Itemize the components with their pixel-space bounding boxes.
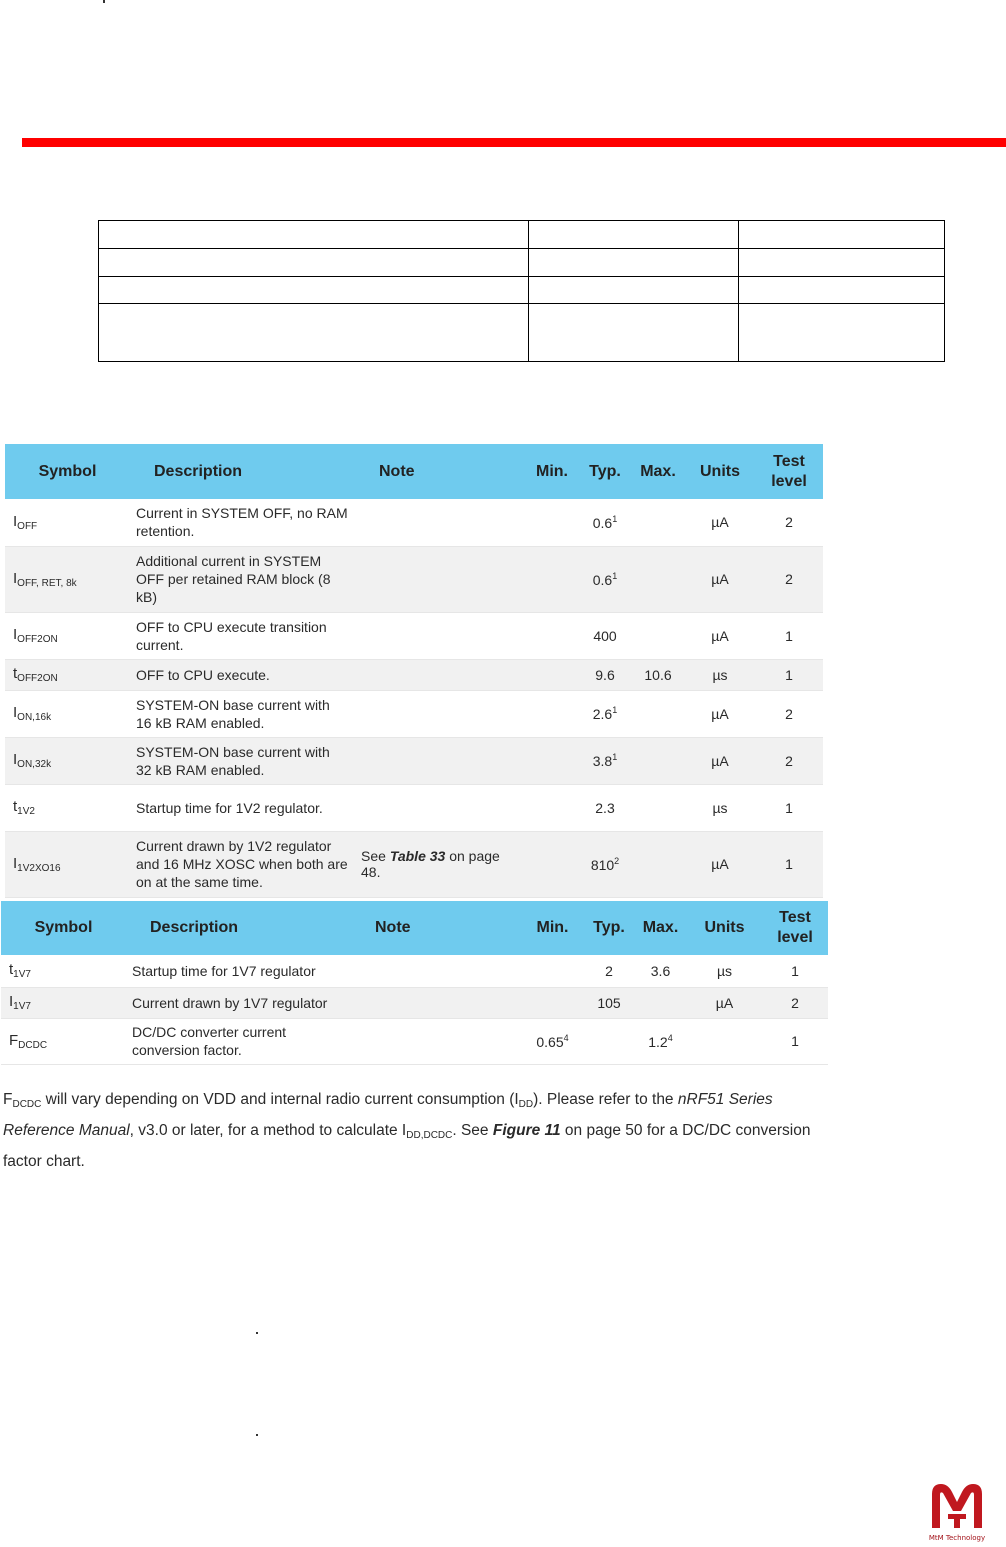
col-units: Units	[687, 901, 762, 955]
cell	[739, 221, 945, 249]
test-level-cell: 2	[755, 690, 823, 737]
para-text: ). Please refer to the	[533, 1091, 678, 1108]
units-cell: µA	[687, 987, 762, 1018]
cell	[529, 277, 739, 304]
para-text: on page 50 for a DC/DC conversion factor chart.	[3, 1122, 811, 1170]
table-row	[5, 737, 823, 784]
stray-mark	[103, 0, 105, 3]
footnote-ref: 1	[612, 513, 618, 524]
cell	[529, 249, 739, 277]
typ-value: 2	[605, 962, 613, 979]
symbol-letter: I	[13, 704, 18, 721]
units-cell: µA	[685, 737, 755, 784]
cell	[739, 249, 945, 277]
para-symbol: F	[3, 1091, 13, 1108]
para-text: will vary depending on VDD and internal radio current consumption (I	[41, 1091, 519, 1108]
typ-cell	[584, 1018, 634, 1064]
symbol-subscript: 1V7	[13, 1001, 31, 1012]
table-row	[5, 546, 823, 612]
description-cell: Current in SYSTEM OFF, no RAM retention.	[130, 499, 355, 546]
col-max: Max.	[634, 901, 687, 955]
para-text: . See	[452, 1122, 493, 1139]
note-cell	[351, 955, 521, 987]
symbol-cell	[5, 546, 130, 612]
power-spec-table	[5, 444, 823, 898]
min-cell	[525, 784, 579, 831]
test-level-cell: 1	[762, 955, 828, 987]
test-level-cell: 2	[755, 546, 823, 612]
units-cell: µs	[685, 784, 755, 831]
bullet-mark	[256, 1332, 258, 1334]
units-cell	[687, 1018, 762, 1064]
note-cell	[355, 659, 525, 690]
table-row	[1, 1018, 828, 1064]
cell	[99, 277, 529, 304]
note-cell	[355, 784, 525, 831]
footnote-ref: 4	[563, 1032, 569, 1043]
max-cell	[631, 499, 685, 546]
typ-value: 3.8	[592, 753, 613, 769]
table-row	[5, 659, 823, 690]
typ-value: 810	[590, 856, 615, 873]
note-cell	[355, 737, 525, 784]
footnote-ref: 1	[612, 570, 618, 581]
empty-form-table	[98, 220, 945, 362]
note-cell	[355, 831, 525, 897]
symbol-subscript: DCDC	[18, 1039, 48, 1051]
cell	[529, 304, 739, 362]
symbol-subscript: OFF2ON	[17, 634, 58, 645]
symbol-letter: I	[13, 626, 18, 643]
table-row	[5, 831, 823, 897]
test-level-cell: 1	[755, 659, 823, 690]
typ-value: 9.6	[595, 666, 615, 683]
description-cell: SYSTEM-ON base current with 32 kB RAM enabled.	[130, 737, 355, 784]
col-typ: Typ.	[584, 901, 634, 955]
typ-value: 105	[597, 994, 621, 1011]
cell	[739, 304, 945, 362]
max-cell	[634, 955, 687, 987]
test-level-cell: 1	[755, 831, 823, 897]
symbol-letter: t	[9, 961, 14, 979]
description-cell: DC/DC converter current conversion factor.	[126, 1018, 351, 1064]
description-cell: OFF to CPU execute transition current.	[130, 612, 355, 659]
units-cell: µA	[685, 690, 755, 737]
symbol-letter: I	[9, 993, 14, 1010]
symbol-cell	[5, 690, 130, 737]
typ-cell	[579, 831, 631, 897]
symbol-cell	[5, 659, 130, 690]
typ-cell	[579, 499, 631, 546]
note-text: on page 48.	[361, 848, 500, 880]
symbol-letter: I	[13, 512, 18, 530]
min-cell	[525, 546, 579, 612]
symbol-cell	[5, 612, 130, 659]
symbol-cell	[1, 955, 126, 987]
symbol-cell	[1, 1018, 126, 1064]
symbol-letter: t	[13, 665, 18, 682]
note-cell	[351, 1018, 521, 1064]
footnote-ref: 1	[612, 752, 618, 762]
symbol-subscript: 1V7	[13, 969, 31, 981]
table-row	[1, 955, 828, 987]
min-value: 0.65	[536, 1033, 564, 1050]
note-text: See	[361, 848, 390, 864]
note-cell	[355, 546, 525, 612]
test-level-cell: 2	[762, 987, 828, 1018]
max-cell	[631, 784, 685, 831]
manual-reference: nRF51 Series Reference Manual	[3, 1091, 773, 1139]
col-test-level: Test level	[762, 901, 828, 955]
bullet-mark	[256, 1434, 258, 1436]
cell	[739, 277, 945, 304]
description-cell: Startup time for 1V7 regulator	[126, 955, 351, 987]
description-cell: Startup time for 1V2 regulator.	[130, 784, 355, 831]
max-cell	[631, 831, 685, 897]
max-value: 3.6	[650, 962, 671, 979]
para-sub: DD	[518, 1099, 534, 1110]
max-cell	[631, 546, 685, 612]
col-min: Min.	[525, 444, 579, 499]
mtm-logo-icon	[920, 1478, 994, 1534]
units-cell: µs	[685, 659, 755, 690]
symbol-subscript: OFF	[17, 520, 38, 532]
symbol-letter: F	[9, 1031, 19, 1049]
typ-value: 2.6	[592, 706, 613, 722]
description-cell: Additional current in SYSTEM OFF per retained RAM block (8 kB)	[130, 546, 355, 612]
typ-value: 2.3	[595, 799, 615, 816]
min-cell	[525, 659, 579, 690]
note-cell	[355, 499, 525, 546]
description-cell: Current drawn by 1V7 regulator	[126, 987, 351, 1018]
typ-cell	[579, 784, 631, 831]
col-note: Note	[351, 901, 521, 955]
mtm-logo	[920, 1478, 994, 1546]
description-cell: Current drawn by 1V2 regulator and 16 MHz XOSC when both are on at the same time.	[130, 831, 355, 897]
col-max: Max.	[631, 444, 685, 499]
typ-cell	[579, 612, 631, 659]
note-cell	[355, 690, 525, 737]
test-level-cell: 1	[762, 1018, 828, 1064]
symbol-subscript: OFF2ON	[17, 673, 58, 684]
units-cell: µA	[685, 499, 755, 546]
typ-cell	[579, 690, 631, 737]
symbol-subscript: 1V2XO16	[17, 862, 61, 874]
max-cell	[631, 737, 685, 784]
col-test-level: Test level	[755, 444, 823, 499]
min-cell	[525, 737, 579, 784]
table-reference: Table 33	[389, 848, 446, 864]
col-description: Description	[126, 901, 351, 955]
typ-value: 0.6	[592, 571, 613, 588]
units-cell: µA	[685, 831, 755, 897]
max-cell	[631, 612, 685, 659]
col-note: Note	[355, 444, 525, 499]
typ-cell	[584, 955, 634, 987]
typ-value: 400	[593, 627, 617, 644]
max-cell	[634, 987, 687, 1018]
table-row	[5, 612, 823, 659]
max-value: 10.6	[644, 666, 672, 683]
note-cell	[351, 987, 521, 1018]
col-symbol: Symbol	[5, 444, 130, 499]
table-row	[5, 499, 823, 546]
symbol-letter: I	[13, 751, 18, 768]
symbol-letter: I	[13, 854, 18, 872]
max-cell	[634, 1018, 687, 1064]
para-sub: DD,DCDC	[406, 1130, 453, 1141]
footnote-ref: 1	[612, 705, 618, 715]
typ-cell	[579, 737, 631, 784]
units-cell: µA	[685, 612, 755, 659]
para-symbol-sub: DCDC	[12, 1099, 42, 1110]
footnote-ref: 2	[614, 855, 620, 866]
cell	[529, 221, 739, 249]
symbol-subscript: OFF, RET, 8k	[17, 577, 77, 589]
test-level-cell: 2	[755, 499, 823, 546]
cell	[99, 249, 529, 277]
regulator-spec-table	[1, 901, 828, 1065]
max-cell	[631, 659, 685, 690]
typ-cell	[579, 659, 631, 690]
units-cell: µA	[685, 546, 755, 612]
col-typ: Typ.	[579, 444, 631, 499]
symbol-subscript: ON,32k	[17, 759, 52, 770]
symbol-subscript: 1V2	[17, 806, 35, 817]
symbol-letter: t	[13, 798, 18, 815]
test-level-cell: 2	[755, 737, 823, 784]
table-row	[5, 784, 823, 831]
max-value: 1.2	[648, 1033, 668, 1050]
symbol-letter: I	[13, 569, 18, 587]
units-cell: µs	[687, 955, 762, 987]
logo-text: MtM Technology	[928, 1534, 986, 1542]
min-cell	[521, 955, 584, 987]
table-row	[5, 690, 823, 737]
typ-value: 0.6	[592, 514, 613, 531]
symbol-cell	[1, 987, 126, 1018]
footnote-ref: 4	[667, 1032, 673, 1043]
min-cell	[521, 987, 584, 1018]
table-row	[1, 987, 828, 1018]
symbol-subscript: ON,16k	[17, 712, 52, 723]
col-symbol: Symbol	[1, 901, 126, 955]
min-cell	[521, 1018, 584, 1064]
cell	[99, 304, 529, 362]
typ-cell	[579, 546, 631, 612]
note-cell	[355, 612, 525, 659]
test-level-cell: 1	[755, 612, 823, 659]
figure-reference: Figure 11	[492, 1122, 561, 1139]
para-text: , v3.0 or later, for a method to calculate I	[129, 1122, 407, 1139]
test-level-cell: 1	[755, 784, 823, 831]
description-cell: OFF to CPU execute.	[130, 659, 355, 690]
col-min: Min.	[521, 901, 584, 955]
symbol-cell	[5, 831, 130, 897]
min-cell	[525, 612, 579, 659]
min-cell	[525, 831, 579, 897]
min-cell	[525, 690, 579, 737]
col-units: Units	[685, 444, 755, 499]
typ-cell	[584, 987, 634, 1018]
cell	[99, 221, 529, 249]
description-cell: SYSTEM-ON base current with 16 kB RAM enabled.	[130, 690, 355, 737]
max-cell	[631, 690, 685, 737]
col-description: Description	[130, 444, 355, 499]
symbol-cell	[5, 784, 130, 831]
header-rule	[22, 138, 1006, 147]
dcdc-note-paragraph	[3, 1087, 833, 1175]
symbol-cell	[5, 737, 130, 784]
min-cell	[525, 499, 579, 546]
symbol-cell	[5, 499, 130, 546]
